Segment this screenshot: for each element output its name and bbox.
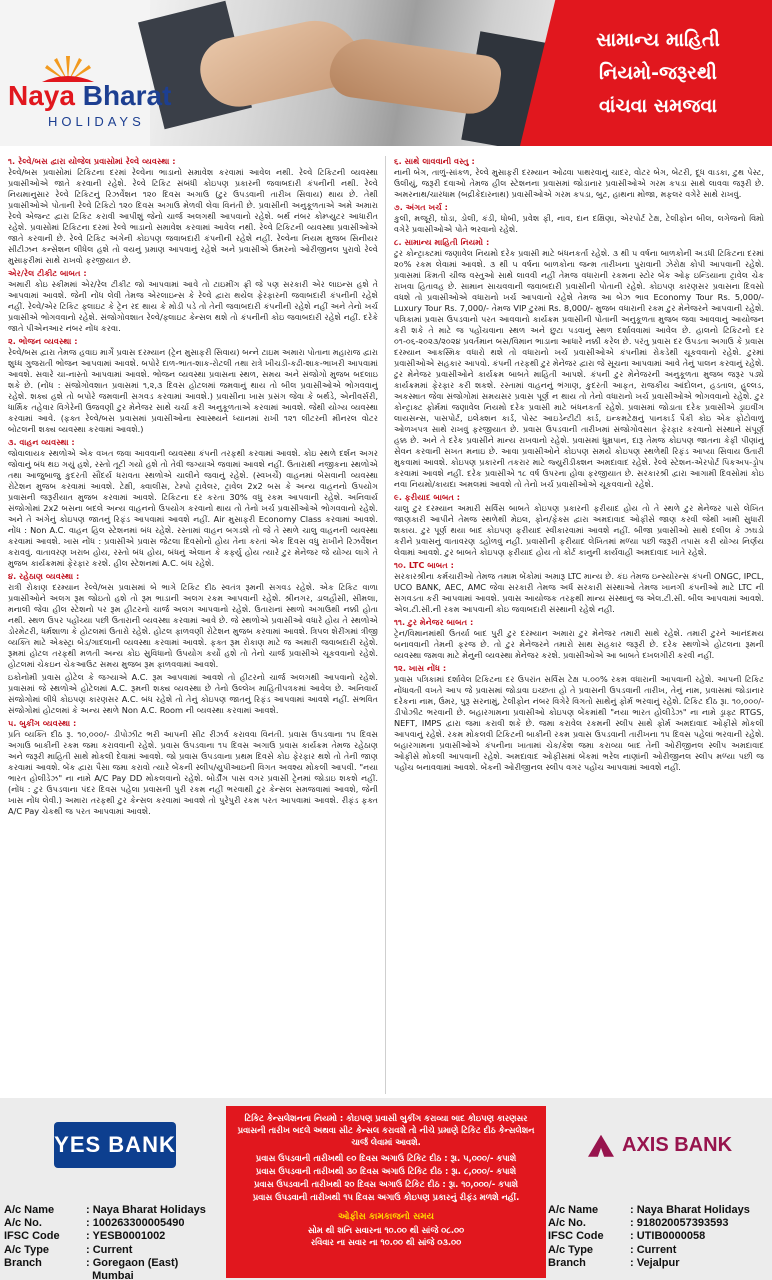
section-body: ટ્રેન/વિમાનમાંથી ઉતર્યા બાદ પુરી ટુર દરમ્યાન અમારા ટુર મેનેજર તમારી સાથે રહેશે. તમારી ટુરને આનંદમય બનાવવાની તેમની ફરજ છે. તો ટુર મેનેજરને તમારો સાથ સહકાર જરૂરી છે. દરેક સ્થળોએ હોટલના રૂમની વ્યવસ્થા જમવા માટે મેનુની વ્યવસ્થા મેનેજર કરશે. પ્રવાસીઓએ આ બાબતે દખલગીરી કરવી નહીં. [394,628,764,660]
bank-detail-value: : 100263300005490 [86,1217,185,1230]
section-heading: ૬. સાથે લાવવાની વસ્તુ : [394,156,475,166]
cancellation-rules-box [226,1106,546,1278]
bank-detail-value: Mumbai [86,1270,134,1280]
yes-bank-details [4,1104,229,1278]
yes-bank-logo [54,1122,176,1168]
terms-content [0,152,772,1098]
bank-detail-value: : Naya Bharat Holidays [86,1204,206,1216]
bank-detail-value: : Current [86,1243,133,1256]
section-heading: ૯. ફરીયાદ બાબત : [394,492,461,502]
bank-detail-row [4,1204,234,1217]
bank-detail-label: A/c No. [548,1217,586,1230]
banner-title [548,24,768,123]
terms-section [394,617,764,661]
section-heading: ૨. ભોજન વ્યવસ્થા : [8,336,78,346]
bank-detail-value: : YESB0001002 [86,1230,166,1243]
section-body: પ્રવાસ પત્રિકામાં દર્શાવેલ ટિકિટના દર ઉપરાંત સર્વિસ ટેક્ષ ૫.૦૦% રકમ વધારાની આપવાની રહેશે. આપની ટિકિટ નોંધાવતી વખતે આપ જે પ્રવાસમાં જોડાવા ઇચ્છતા હો તે પ્રવાસની ઉપડવાની તારીખ, તેનું નામ, પ્રવાસમાં જોડાનાર દરેકના નામ, ઉંમર, પુરૂ સરનામું, ટેલીફોન નંબર વિગેરે વિગતો સાથેનું ફોર્મ ભરવાનું રહેશે. ટિકિટ દીઠ રૂા. ૧૦,૦૦૦/- ડીપોઝીટ ભરવાની છે. બહારગામના પ્રવાસીઓ કોઇપણ બેંકમાંથી "નયા ભારત હોલીડેઝ" ના નામે ડ્રાફ્ટ RTGS, NEFT, IMPS દ્વારા જમા કરાવી શકે છે. જમા કરાવેલ રકમની સ્લીપ સાથે ફોર્મ અમદાવાદ ઓફીસે મોકલી આપવાનું રહેશે. રકમ મોકલવી ટિકિટની બાકીની રકમ પ્રવાસ ઉપડવાની તારીખના ૧૫ દિવસ પહેલાં ભરવાની રહેશે. બહારગામના પ્રવાસીઓએ કંપનીના ખાતામાં ચેક/કેશ જમા કરાવ્યા બાદ તેની ઓરીજીનલ સ્લીપ અમદાવાદ ઓફીસે મોકલી આપવાની રહેશે. અમદાવાદ ઓફીસમાં બેંકમાં ભરેલ નાણાંની ઓરીજીનલ સ્લીપ મળ્યા પછી જ પહોંચ બનાવવામાં આવશે. બેંકની ઓરીજીનલ સ્લીપ વગર પહોંચ આપવામાં આવશે નહીં. [394,674,764,772]
axis-bank-logo [588,1122,758,1168]
bank-detail-value: : Current [630,1243,677,1256]
bank-detail-row [548,1217,772,1230]
bank-detail-label: Branch [548,1256,586,1269]
office-hours [226,1210,546,1248]
terms-section [8,672,378,716]
section-heading: ૧૧. ટુર મેનેજર બાબત : [394,617,474,627]
section-heading: ૧૦. LTC બાબત : [394,560,454,570]
section-body: જોવાલાયક સ્થળોએ એક વખત જવા આવવાની વ્યવસ્થા કંપની તરફથી કરવામાં આવશે. કોઇ સ્થળે દર્શન અગર જોવાનું બંધ થઇ ગયું હશે, રસ્તો તૂટી ગયો હશે તો તેવી જગ્યાએ જવામાં આવશે નહીં. ઉતારાથી નજીકના સ્થળોએ તથા આજુબાજુ કુદરતી સૌંદર્ય ધરાવતા સ્થળોએ ચાલીને જવાનું રહેશે. (સ્વખર્ચે) વાહનમાં બેસવાની વ્યવસ્થા રોટેશન મુજબ કરવામાં આવશે. ટેક્ષી, ક્વાલીસ, ટેમ્પો ટ્રાવેલર, ટ્રાવેલ 2x2 બસ કે અન્ય વાહનનો ઉપયોગ પ્રવાસની જરૂરીયાત મુજબ કરવામાં આવશે. ટિકિટના દર કરતા 30% વધુ રકમ આપવાની રહેશે. અનિવાર્ય સંજોગોમાં 2x2 બસના બદલે અન્ય વાહનનો ઉપયોગ કરવાનો થાય તો તેનો ખર્ચ પ્રવાસીઓએ ભોગવવાનો રહેશે. અને તે અંગેનું કોઇપણ જાતનું રિફંડ આપવામાં આવશે નહીં. Air મુસાફરી Economy Class કરવામાં આવશે. નોંધ : Non A.C. વાહન હિલ સ્ટેશનમાં બંધ રહેશે. રસ્તામાં વાહન બગડશે તો જે તે સ્થળે ચાલુ વાહનની વ્યવસ્થા કરવામાં આવશે. ખાસ નોંધ : પ્રવાસીએ પ્રવાસ જેટલા દિવસોનો હોય તેના કરતાં એક દિવસ વધુ રાખીને રિઝર્વેશન કરાવવું. વાતાવરણ ખરાબ હોય, રસ્તો બંધ હોય, બંધનું એલાન કે કર્ફ્યુ હોય ત્યારે ટુર મેનેજર જે યોગ્ય લાગે તે મુજબ કાર્યક્રમમાં ફેરફાર કરશે. હીલ સ્ટેશનમાં A.C. બંધ રહેશે. [8,448,378,568]
section-heading: ૭. અંગત ખર્ચ : [394,202,448,212]
section-body: નાની બેગ, તાળું-સાંકળ, રેલ્વે મુસાફરી દરમ્યાન ઓઢવા પાથરવાનું ચાદર, વોટર બેગ, બેટરી, દૂધ વાડકા, ટુથ પેસ્ટ, ઉલીયું, જરૂરી દવાઓ તેમજ હીલ સ્ટેશનના પ્રવાસમાં જોડાનાર પ્રવાસીઓએ ગરમ કપડા સાથે લાવવા જરૂરી છે. અમરનાથ/ચારધામ (બદ્રીકેદારનાથ) પ્રવાસીઓએ ગરમ કપડા, બુટ, હાથના મોજા, મફલર વગેરે સાથે રાખવું. [394,167,764,199]
section-body: સરકારશ્રીના કર્મચારીઓ તેમજ તમામ બેંકોમાં અમારૂ LTC માન્ય છે. કંઇ તેમજ ઇન્સ્યોરન્સ કંપની ONGC, IPCL, UCO BANK, AEC, AMC જેવા સરકારી તેમજ અર્ધ સરકારી સંસ્થાઓ તેમજ ખાનગી કંપનીઓ માટે LTC ની સગવડતા કરી આપવામાં આવશે. પ્રવાસ આયોજક તરફથી માન્ય સંસ્થાનું જ એલ.ટી.સી. બીલ આપવામાં આવશે. એલ.ટી.સી.ની રકમ આપવાની કોઇ જવાબદારી સંસ્થાની રહેશે નહીં. [394,571,764,614]
section-body: ઇકોનોમી પ્રવાસ હોટેલ કે જગ્યાએ A.C. રૂમ આપવામાં આવશે તો હીટરનો ચાર્જ અલગથી આપવાનો રહેશે. પ્રવાસમાં જે સ્થળોએ હોટેલમાં A.C. રૂમની શક્ય વ્યવસ્થા છે તેનો ઉલ્લેખ માહિતીપત્રકમાં આવેલ છે. અનિવાર્ય સંજોગોમાં લીધે કોઇપણ કારણસર A.C. બંધ રહેશે તો તેનું કોઇપણ જાતનું રિફંડ આપવામાં આવશે નહીં. સંભવિત સંજોગોમાં હોટલમાં કે અન્ય સ્થળે Non A.C. Room ની વ્યવસ્થા કરવામાં આવશે. [8,672,378,715]
axis-bank-account-info [548,1204,772,1270]
yes-bank-logo-text: YES BANK [54,1132,176,1157]
page-footer [0,1098,772,1280]
office-hours-title: ઓફીસ કામકાજનો સમય [338,1212,434,1222]
cancellation-charges-list [226,1152,546,1204]
section-body: રાત્રી રોકાણ દરમ્યાન રેલ્વે/બસ પ્રવાસમાં બે ભાગે ટિકિટ દીઠ સ્વતંત્ર રૂમની સગવડ રહેશે. એક ટિકિટ વાળા પ્રવાસીઓને અલગ રૂમ જોઇતો હશે તો રૂમ ભાડાની અલગ રકમ આપવાની રહેશે. શ્રીનગર, ડાલહૌસી, સીમલા, મનાલી જેવા હીલ સ્ટેશનો પર રૂમ હીટરનો ચાર્જ અલગ આપવાનો રહેશે. ઉતારાનાં સ્થળો અગાઉથી નક્કી હોતા નથી. સ્થળ ઉપર પહોંચ્યા પછી ઉતારાની વ્યવસ્થા કરવામાં આવે છે. જે સ્થળોએ પ્રવાસીઓ વધારે હોય તે સ્થળોએ ડોરમેટરી, ધર્મશાળા કે હોટલમાં ઉતારો રહેશે. હોટલ ફાળવણી રોટેશન મુજબ કરવામાં આવશે. ત્રિપલ શેરીંગમાં ત્રીજી વ્યક્તિ માટે એક્સ્ટ્રા બેડ/ગાદલાની વ્યવસ્થા કરવામાં આવશે. ફક્ત રૂમ રોકાણ માટે જ અમારી જવાબદારી રહેશે. રૂમમાં હોટલ તરફથી મળતી અન્ય કોઇ સુવિધાનો ઉપયોગ કર્યો હશે તો તેનો ચાર્જ પ્રવાસીએ ચૂકવવાનો રહેશે. હોટલમાં ચેકઇન ચેકઆઉટ સમય મુજબ રૂમ ફાળવવામાં આવશે. [8,582,378,669]
section-body: ટુર કોન્ટ્રાક્ટમાં જણાવેલ નિયમો દરેક પ્રવાસી માટે બંધનકર્તા રહેશે. ૩ થી ૫ વર્ષના બાળકોની અડધી ટિકિટના દરમાં ૨૦% રકમ લેવામાં આવશે. ૩ થી ૫ વર્ષના બાળકોના જન્મ તારીખના પુરાવાની ઝેરોક્ષ કોપી આપવાની રહેશે. પ્રવાસમાં કિંમતી ચીજ વસ્તુઓ સાથે લાવવી નહીં તેમજ વધારાની રકમના સ્ટોર બેંક ઓફ ઇન્ડિયાના ટ્રાવેલ ચેક રાખવા હિતાવહ છે. સામાન સાચવવાની જવાબદારી પ્રવાસીની પોતાની રહેશે. કોઇપણ કારણસર પ્રવાસના દિવસો વધશે તો પ્રવાસીઓએ વધારાનો ખર્ચ આપવાનો રહેશે તેમજ આ બેઝ ભાવ Economy Tour Rs. 5,000/- Luxury Tour Rs. 7,000/- તેમજ VIP ટુરમાં Rs. 8,000/- મુજબ વધારાની રકમ ટુર મેનેજરને આપવાની રહેશે. પત્રિકામાં પ્રવાસ ઉપડવાનો પરત આવવાનો કાર્યક્રમ પ્રવાસીની પોતાની અનુકૂળતા મુજબ જવા આવવાનું આયોજન કરી શકે તે માટે જ પહોંચવાના સ્થળ અને છુટા પડવાનું સ્થળ દર્શાવવામાં આવેલ છે. હાલનો ટિકિટનો દર ૦૧-૦૬-૨૦૨૩/૨૦૨૪ પ્રવર્તમાન બસ/વિમાન ભાડાના આધારે નક્કી કરેલ છે. પરંતુ પ્રવાસ દર ઉપડતા અગાઉ કે પ્રવાસ દરમ્યાન આકસ્મિક વધારો થશે તો વધારાનો ખર્ચ પ્રવાસીઓએ કંપનીમાં રોકડેથી ચૂકવવાનો રહેશે. ટુરમાં પ્રવાસીઓએ સહકાર આપવો. કંપની તરફથી ટુર મેનેજર દ્વારા જે સૂચના આપવામાં આવે તેનું પાલન કરવાનું રહેશે. ટુર મેનેજર પ્રવાસીઓને કાર્યક્રમ બાબતે માહિતી આપશે. કંપની ટુર મેનેજરની અનુકૂળતા મુજબ જરૂર પડ્યે કાર્યક્રમમાં ફેરફાર કરી શકશે. રસ્તામાં વાહનનું ભંગાણ, કુદરતી આફત, રાજકીય આંદોલન, હડતાલ, હુલ્લડ, અકસ્માત જેવા સંજોગોમાં સમયસર પ્રવાસ પૂર્ણ ન થાય તો તેનો વધારાનો ખર્ચ પ્રવાસીઓએ ભોગવવાનો રહેશે. ટુર કોન્ટ્રાક્ટ ફોર્મમાં જણાવેલ નિયમો દરેક પ્રવાસી માટે બંધનકર્તા રહેશે. પ્રવાસમાં જોડાતા દરેક પ્રવાસીએ ડ્રાઇવીંગ લાયસન્સ, પાસપોર્ટ, ઇલેક્શન કાર્ડ, પોસ્ટ આઇડેન્ટીટી કાર્ડ, ઇન્કમટેક્ષનું પાનકાર્ડ પૈકી કોઇ એક ફોટોવાળું ઓળખપત્ર સાથે રાખવું ફરજીયાત છે. પ્રવાસ ઉપડવાની તારીખમાં સંજોગોવસાત ફેરફાર કરવાનો સંસ્થાને સંપૂર્ણ હક્ક છે. અને તે દરેક પ્રવાસીને માન્ય રાખવાનો રહેશે. પ્રવાસમાં ધુમ્રપાન, દારૂ તેમજ કોઇપણ જાતના કેફી પીણાંનું સેવન કરવાની સખત મનાઇ છે. આવા પ્રવાસીઓને કોઇપણ સમયે કોઇપણ સ્થળેથી રિફંડ આપ્યા સિવાય ઉતારી મુકવામાં આવશે. કોઇપણ પ્રકારની તકરાર માટે જ્યુરીડીક્શન અમદાવાદ રહેશે. રેલ્વે સ્ટેશન-એરપોર્ટ પિકઅપ-ડ્રોપ કરવામાં આવશે નહીં. દરેક પ્રવાસીએ ૧૮ વર્ષ ઉપરના હોવા ફરજીયાત છે. સરકારશ્રી દ્વારા આગામી દિવસોમાં કોઇ નવા નિયમો/કાયદા અમલમાં આવશે તો તેનો ખર્ચ પ્રવાસીઓએ ચૂકવવાનો રહેશે. [394,248,764,489]
cancellation-intro: ટિકિટ કેન્સલેશનના નિયમો : કોઇપણ પ્રવાસી બુકીંગ કરાવ્યા બાદ કોઇપણ કારણસર પ્રવાસની તારીખ બદલે અથવા સીટ કેન્સલ કરાવશે તો નીચે પ્રમાણે ટિકિટ દીઠ કેન્સલેશન ચાર્જ લેવામાં આવશે. [237,1113,535,1147]
axis-bank-details [548,1104,772,1278]
section-body: પ્રતિ વ્યક્તિ દીઠ રૂ. ૧૦,૦૦૦/- ડીપોઝીટ ભરી આપની સીટ રીઝર્વ કરાવવા વિનંતી. પ્રવાસ ઉપડવાના ૧૫ દિવસ અગાઉ બાકીની રકમ જમા કરાવવાની રહેશે. પ્રવાસ ઉપડવાના ૧૫ દિવસ અગાઉ પ્રવાસ કાર્યક્રમ તેમજ રહેઠાણ અને જરૂરી માહિતી સાથે મોકલી દેવામાં આવશે. જો પ્રવાસ ઉપડવાના પ્રથમ દિવસે કોઇ ફેરફાર થશે તો તેની જાણ કરવામાં આવશે. બેંક દ્વારા પૈસા જમા કરાવો ત્યારે બેંકની સ્લીપ/યુપીઆઇની વિગત અવશ્ય મોકલી આપવી. "નયા ભારત હોલીડેઝ" ના નામે A/C Pay DD મોકલવાનો રહેશે. બોર્ડીંગ પાસ વગર પ્રવાસી ટ્રેનમાં જોડાઇ શકશે નહીં. (નોંધ : ટુર ઉપડવાના પંદર દિવસ પહેલા પ્રવાસની પુરી રકમ નહીં ભરવાથી ટુર કેન્સલ સમજવામાં આવશે, જેની ખાસ નોંધ લેવી.) અમારા તરફથી ટુર કેન્સલ કરવામાં આવશે તો પુરેપુરી રકમ પરત આપવામાં આવશે. રીફંડ ફક્ત A/C Pay ચેકથી જ પરત આપવામાં આવશે. [8,729,378,816]
section-heading: ૪. રહેઠાણ વ્યવસ્થા : [8,571,80,581]
banner-line: નિયમો-જરૂરથી [599,62,717,84]
terms-section [394,492,764,558]
section-heading: ૫. બુકીંગ વ્યવસ્થા : [8,718,77,728]
logo-brand-naya: Naya [8,80,75,111]
bank-detail-label: A/c Name [4,1204,55,1216]
section-body: ચાલુ ટુર દરમ્યાન અમારી સર્વિસ બાબતે કોઇપણ પ્રકારની ફરીયાદ હોય તો તે સ્થળે ટુર મેનેજર પાસે લેખિત જાણકારી આપીને તેમજ સ્થળેથી મેઇલ, ફોન/ફેક્સ દ્વારા અમદાવાદ ઓફીસે જાણ કરવી જેથી ખામી સુધારી શકાય. ટુર પૂર્ણ થયા બાદ કોઇપણ ફરીયાદ સ્વીકારવામાં આવશે નહીં. બીજા પ્રવાસીઓ સાથે દલીલ કે ઝઘડો કરીને પ્રવાસનું વાતાવરણ ડહોળવું નહીં. પ્રવાસીની ફરીયાદ લેખિતમાં મળ્યા પછી જરૂરી તપાસ કરી યોગ્ય નિર્ણય લેવામાં આવશે. ટુર બાબતે કોઇપણ ફરીયાદ હોય તો કોર્ટ કાનુની કાર્યવાહી અમદાવાદ ખાતે રહેશે. [394,503,764,557]
bank-detail-label: A/c Name [548,1204,599,1216]
bank-detail-value: : 918020057393593 [630,1217,729,1230]
bank-detail-label: A/c Type [4,1243,50,1256]
logo-brand-bharat: Bharat [74,80,172,111]
office-hours-sunday: રવિવાર ના સવાર ના ૧૦.૦૦ થી સાંજે ૦૩.૦૦ [310,1237,462,1247]
bank-detail-value: : Naya Bharat Holidays [630,1204,750,1216]
section-heading: ૮. સામાન્ય માહિતી નિયમો : [394,237,490,247]
cancellation-charge-row: પ્રવાસ ઉપડવાની તારીખથી ૧૫ દિવસ અગાઉ કોઇપણ પ્રકારનું રીફંડ મળશે નહીં. [252,1192,520,1202]
terms-section [8,718,378,817]
terms-section [8,571,378,670]
terms-column-left [8,156,378,1098]
bank-detail-label: IFSC Code [548,1230,604,1243]
terms-section [8,437,378,569]
terms-section [394,202,764,235]
section-body: કુલી, મજૂરી, ઘોડા, ડોલી, કંડી, ધોબી, પ્રવેશ ફી, નાવ, દાન દક્ષિણા, એરપોર્ટ ટેક્ષ, ટેલીફોન બીલ, લગેજનો વિમો વગેરે પ્રવાસીઓએ પોતે ભરવાનો રહેશે. [394,213,764,234]
bank-detail-value: : Vejalpur [630,1256,680,1269]
cancellation-charge-row: પ્રવાસ ઉપડવાની તારીખથી ૩૦ દિવસ અગાઉ ટિકિટ દીઠ : રૂા. ૮,૦૦૦/- કપાશે [255,1166,517,1176]
bank-detail-row [548,1204,772,1217]
terms-section [8,336,378,435]
bank-detail-row [4,1244,234,1257]
section-heading: ૩. વાહન વ્યવસ્થા : [8,437,75,447]
column-divider [385,156,386,1094]
bank-detail-row [548,1257,772,1270]
terms-section [394,237,764,490]
terms-section [8,156,378,266]
section-heading: ૧૨. ખાસ નોંધ : [394,663,447,673]
bank-detail-row [548,1230,772,1243]
bank-detail-row [548,1244,772,1257]
section-heading: ૧. રેલ્વે/બસ દ્વારા યોજેલ પ્રવાસોમાં રેલ્વે વ્યવસ્થા : [8,156,176,166]
logo-holidays-text: HOLIDAYS [48,114,145,129]
bank-detail-label: A/c Type [548,1243,594,1256]
cancellation-charge-row: પ્રવાસ ઉપડવાની તારીખથી ૯૦ દિવસ અગાઉ ટિકિટ દીઠ : રૂા. ૫,૦૦૦/- કપાશે [255,1153,517,1163]
terms-section [394,156,764,200]
terms-section [394,663,764,773]
logo-brand-text [8,80,171,112]
naya-bharat-logo [8,54,198,134]
page-header [0,0,772,146]
section-body: રેલ્વે/બસ પ્રવાસોમાં ટિકિટના દરમાં રેલ્વેના ભાડાનો સમાવેશ કરવામાં આવેલ નથી. રેલ્વે ટિકિટની વ્યવસ્થા પ્રવાસીઓએ જાતે કરવાની રહેશે. રેલ્વે ટિકિટ સંબંધી કોઇપણ પ્રકારની જવાબદારી કંપનીની નથી. રેલ્વે નિયમાનુસાર રેલ્વે ટિકિટનું રિઝર્વેશન ૧૨૦ દિવસ અગાઉ (ટુર ઉપડવાની તારીખ સિવાય) થાય છે. તેથી પ્રવાસીઓએ પોતાની રેલ્વે ટિકિટો ૧૨૦ દિવસ અગાઉ મેળવી લેવા વિનંતી છે. પ્રવાસીની અનુકૂળતાએ અમે અમારા રેલ્વે એજન્ટ દ્વારા ટિકિટ કરાવી આપીશું જેનો ચાર્જ અલગથી આપવાનો રહેશે. બર્થ નંબર કોમ્પ્યુટર આધારીત રહેશે. પ્રવાસોમાં ટિકિટના દરમાં રેલ્વે ભાડાનો સમાવેશ કરવામાં આવેલ નથી. રેલ્વે ટિકિટની વ્યવસ્થા પ્રવાસીઓએ જાતે કરવાની છે. રેલ્વે ટિકિટ અંગેની કોઇપણ જવાબદારી કંપનીની રહેશે નહીં. રેલ્વેના નિયમ મુજબ સિનીયર સીટીઝન કન્સેશન લીધેલ હશે તો વયનું પ્રમાણ આપવાનું રહેશે અને પ્રવાસીએ ઉંમરનો ઓરીજીનલ પુરાવો રેલ્વે મુસાફરીમાં સાથે રાખવો ફરજીયાત છે. [8,167,378,265]
bank-detail-row [4,1230,234,1243]
bank-detail-label [4,1270,86,1280]
bank-detail-row [4,1217,234,1230]
bank-detail-row [4,1270,234,1280]
section-body: રેલ્વે/બસ દ્વારા તેમજ હવાઇ માર્ગે પ્રવાસ દરમ્યાન (ટ્રેન મુસાફરી સિવાય) બન્ને ટાઇમ અમારા પોતાના મહારાજ દ્વારા શુધ્ધ ગુજરાતી ભોજન આપવામાં આવશે. બપોરે દાળ-ભાત-શાક-રોટલી તથા રાત્રે ખીચડી-કઢી-શાક-ભાખરી આપવામાં આવશે. સવારે ચા-નાસ્તો આપવામાં આવશે. ભોજન વ્યવસ્થા પ્રવાસના સ્થળ, સમય અને સંજોગો મુજબ બદલાઇ શકે છે. (નોંધ : સંજોગોવશાત પ્રવાસમાં ૧,૨,૩ દિવસ હોટલમાં જમવાનું થાય તો બીલ પ્રવાસીઓએ ભોગવવાનું રહેશે. શક્ય હશે તો બપોરે જમવાની સગવડ કરવામાં આવશે.) પ્રવાસીના ખાસ પ્રસંગ જેવા કે બર્થડે, એનીવર્સરી, ધાર્મિક તહેવાર વિગેરેની ઉજવણી ટુર મેનેજર સાથે ચર્ચા કરી અનુકૂળતાએ કરવામાં આવશે. જેથી યોગ્ય વ્યવસ્થા કરવામાં આવે. (ફક્ત રેલ્વે/બસ પ્રવાસમાં પ્રવાસીઓના સ્વાસ્થ્યને ધ્યાનમાં રાખી ૧૨૧ લીટરની મીનરલ વોટર બોટલની શક્ય વ્યવસ્થા કરવામાં આવશે.) [8,347,378,434]
axis-bank-mark-icon [588,1135,614,1157]
banner-line: વાંચવા સમજવા [598,95,718,117]
banner-line: સામાન્ય માહિતી [596,29,720,51]
terms-section [394,560,764,615]
section-heading: એર/રેલ ટીકીટ બાબત : [8,268,87,278]
terms-column-right [394,156,764,1098]
office-hours-weekday: સોમ થી શનિ સવારના ૧૦.૦૦ થી સાંજે ૦૮.૦૦ [307,1225,465,1235]
axis-bank-logo-text: AXIS BANK [622,1134,733,1156]
section-body: અમારી કોઇ સ્કીમમાં એર/રેલ ટીકીટ જો આપવામાં આવે તો ટાઇમીંગ ફ્રી જે પણ સરકારી એર લાઇન્સ હશે તે આપવામાં આવશે. જેની નોંધ લેવી તેમજ એરલાઇન્સ કે રેલ્વે દ્વારા થયેલ ફેરફારની જવાબદારી કંપનીની રહેશે નહીં. રેલ્વે/એર ટિકિટ ફ્લાઇટ કે ટ્રેન રદ થાય કે મોડી પડે તો તેની જવાબદારી કંપનીની રહેશે નહીં અને તેનો ખર્ચ પ્રવાસીએ ભોગવવાનો રહેશે. સંજોગોવશાત રેલ્વે/ફ્લાઇટ કેન્સલ થશે તો કંપનીની કોઇ જવાબદારી રહેશે નહીં. દરેકે જાતે પીએનઆર નંબર નોંધ કરવા. [8,279,378,333]
bank-detail-value: : UTIB0000058 [630,1230,706,1243]
bank-detail-value: : Goregaon (East) [86,1256,179,1269]
yes-bank-account-info [4,1204,234,1280]
bank-detail-label: IFSC Code [4,1230,60,1243]
terms-section [8,268,378,334]
bank-detail-row [4,1257,234,1270]
bank-detail-label: A/c No. [4,1217,42,1230]
cancellation-charge-row: પ્રવાસ ઉપડવાની તારીખથી ૨૦ દિવસ અગાઉ ટિકિટ દીઠ : રૂા. ૧૦,૦૦૦/- કપાશે [253,1179,518,1189]
bank-detail-label: Branch [4,1256,42,1269]
